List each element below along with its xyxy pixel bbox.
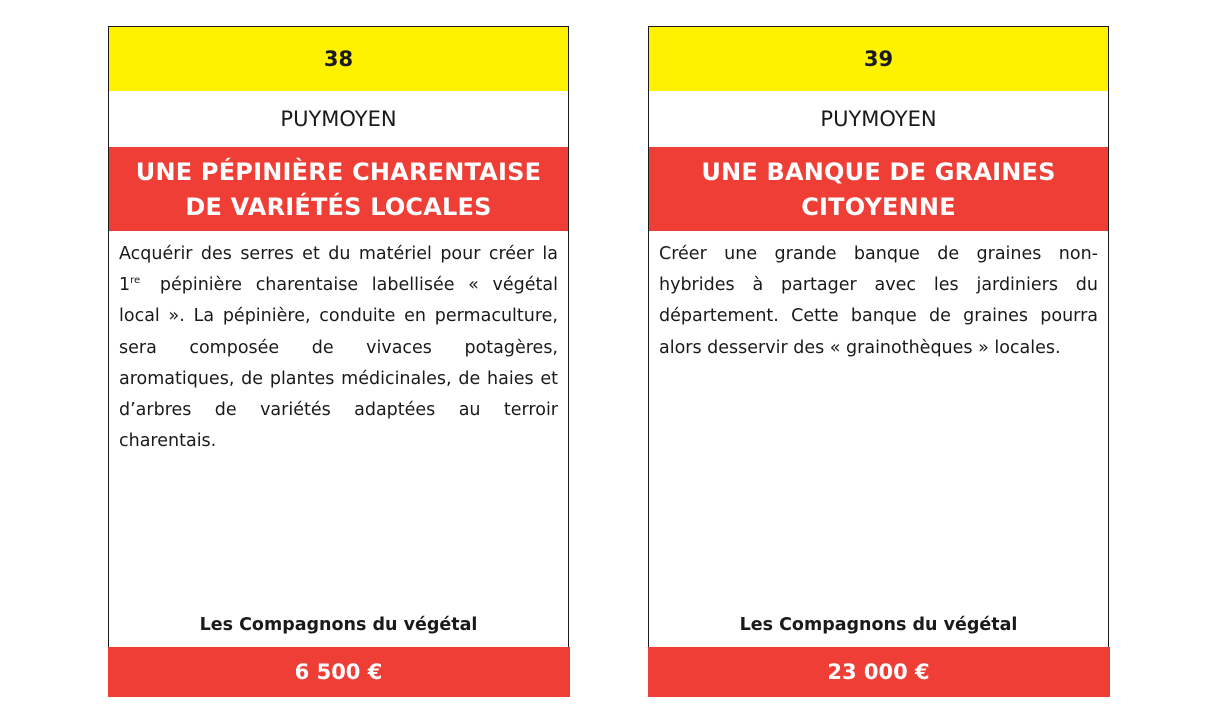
project-card-39 [648, 26, 1109, 697]
card-description [119, 239, 558, 457]
card-price: 6 500 € [294, 660, 383, 684]
description-end: pépinière charentaise labellisée « végétal local ». La pépinière, conduite en permaculture, sera composée de vivaces potagères, aromatiques, de plantes médicinales, de haies et d’arbres de variétés adaptées au terroir charentais. [119, 275, 558, 452]
card-number: 39 [863, 47, 894, 71]
card-company: Les Compagnons du végétal [199, 615, 478, 635]
card-title: UNE PÉPINIÈRE CHARENTAISE DE VARIÉTÉS LOCALES [135, 158, 542, 221]
card-title: UNE BANQUE DE GRAINES CITOYENNE [701, 158, 1056, 221]
card-city: PUYMOYEN [280, 107, 397, 131]
card-number-band [109, 27, 568, 91]
card-title-band [109, 147, 568, 231]
card-company: Les Compagnons du végétal [739, 615, 1018, 635]
card-description: Créer une grande banque de graines non-hybrides à partager avec les jardiniers du département. Cette banque de graines pourra alors desservir des « grainothèques » locales. [659, 244, 1098, 358]
card-number: 38 [323, 47, 354, 71]
card-price-band [648, 647, 1110, 697]
description-start: Acquérir des serres et du matériel pour créer la 1 [119, 244, 558, 296]
card-title-band [649, 147, 1108, 231]
project-card-38 [108, 26, 569, 697]
ordinal-superscript: re [130, 275, 141, 287]
card-price-band [108, 647, 570, 697]
card-number-band [649, 27, 1108, 91]
card-price: 23 000 € [827, 660, 930, 684]
card-city: PUYMOYEN [820, 107, 937, 131]
